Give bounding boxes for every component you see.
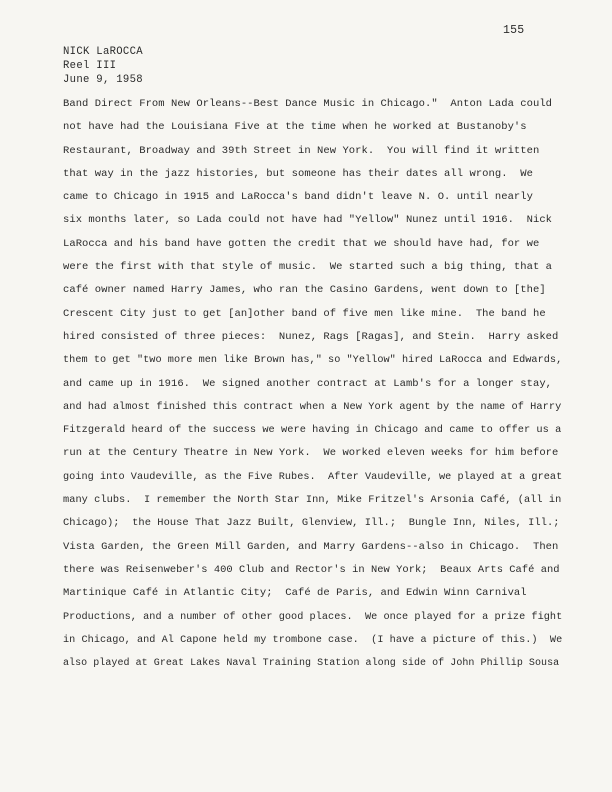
- transcript-line: and had almost finished this contract when a New York agent by the name of Harry: [63, 400, 562, 413]
- transcript-line: Martinique Café in Atlantic City; Café de Paris, and Edwin Winn Carnival: [63, 587, 527, 600]
- transcript-line: café owner named Harry James, who ran the Casino Gardens, went down to [the]: [63, 284, 546, 297]
- transcript-line: and came up in 1916. We signed another contract at Lamb's for a longer stay,: [63, 377, 553, 390]
- transcript-line: them to get "two more men like Brown has," so "Yellow" hired LaRocca and Edwards,: [63, 355, 563, 367]
- transcript-line: not have had the Louisiana Five at the time when he worked at Bustanoby's: [63, 121, 527, 134]
- transcript-line: going into Vaudeville, as the Five Rubes. After Vaudeville, we played at a great: [63, 471, 563, 483]
- transcript-line: in Chicago, and Al Capone held my trombone case. (I have a picture of this.) We: [63, 634, 563, 646]
- transcript-line: Band Direct From New Orleans--Best Dance Music in Chicago." Anton Lada could: [63, 98, 553, 110]
- reel-label: Reel III: [63, 60, 117, 72]
- transcript-line: hired consisted of three pieces: Nunez, Rags [Ragas], and Stein. Harry asked: [63, 330, 559, 343]
- transcript-line: Chicago); the House That Jazz Built, Glenview, Ill.; Bungle Inn, Niles, Ill.;: [63, 517, 560, 530]
- transcript-body: [63, 93, 563, 675]
- transcript-line: run at the Century Theatre in New York. We worked eleven weeks for him before: [63, 447, 559, 460]
- transcript-line: Fitzgerald heard of the success we were having in Chicago and came to offer us a: [63, 424, 562, 437]
- transcript-line: came to Chicago in 1915 and LaRocca's band didn't leave N. O. until nearly: [63, 191, 533, 204]
- page-number: 155: [503, 24, 525, 37]
- transcript-line: that way in the jazz histories, but someone has their dates all wrong. We: [63, 167, 533, 180]
- transcript-line: Vista Garden, the Green Mill Garden, and Marry Gardens--also in Chicago. Then: [63, 540, 559, 553]
- transcript-line: also played at Great Lakes Naval Training Station along side of John Phillip Sousa: [63, 658, 560, 670]
- transcript-line: there was Reisenweber's 400 Club and Rector's in New York; Beaux Arts Café and: [63, 563, 560, 576]
- transcript-line: many clubs. I remember the North Star Inn, Mike Fritzel's Arsonia Café, (all in: [63, 494, 562, 507]
- interview-date: June 9, 1958: [63, 74, 143, 86]
- transcript-line: LaRocca and his band have gotten the credit that we should have had, for we: [63, 237, 540, 250]
- transcript-line: Crescent City just to get [an]other band of five men like mine. The band he: [63, 307, 546, 320]
- document-header: [63, 45, 143, 87]
- interviewee-name: NICK LaROCCA: [63, 46, 143, 58]
- transcript-line: six months later, so Lada could not have had "Yellow" Nunez until 1916. Nick: [63, 214, 553, 227]
- transcript-line: Restaurant, Broadway and 39th Street in New York. You will find it written: [63, 144, 540, 157]
- transcript-line: were the first with that style of music. We started such a big thing, that a: [63, 261, 553, 274]
- transcript-line: Productions, and a number of other good places. We once played for a prize fight: [63, 611, 563, 623]
